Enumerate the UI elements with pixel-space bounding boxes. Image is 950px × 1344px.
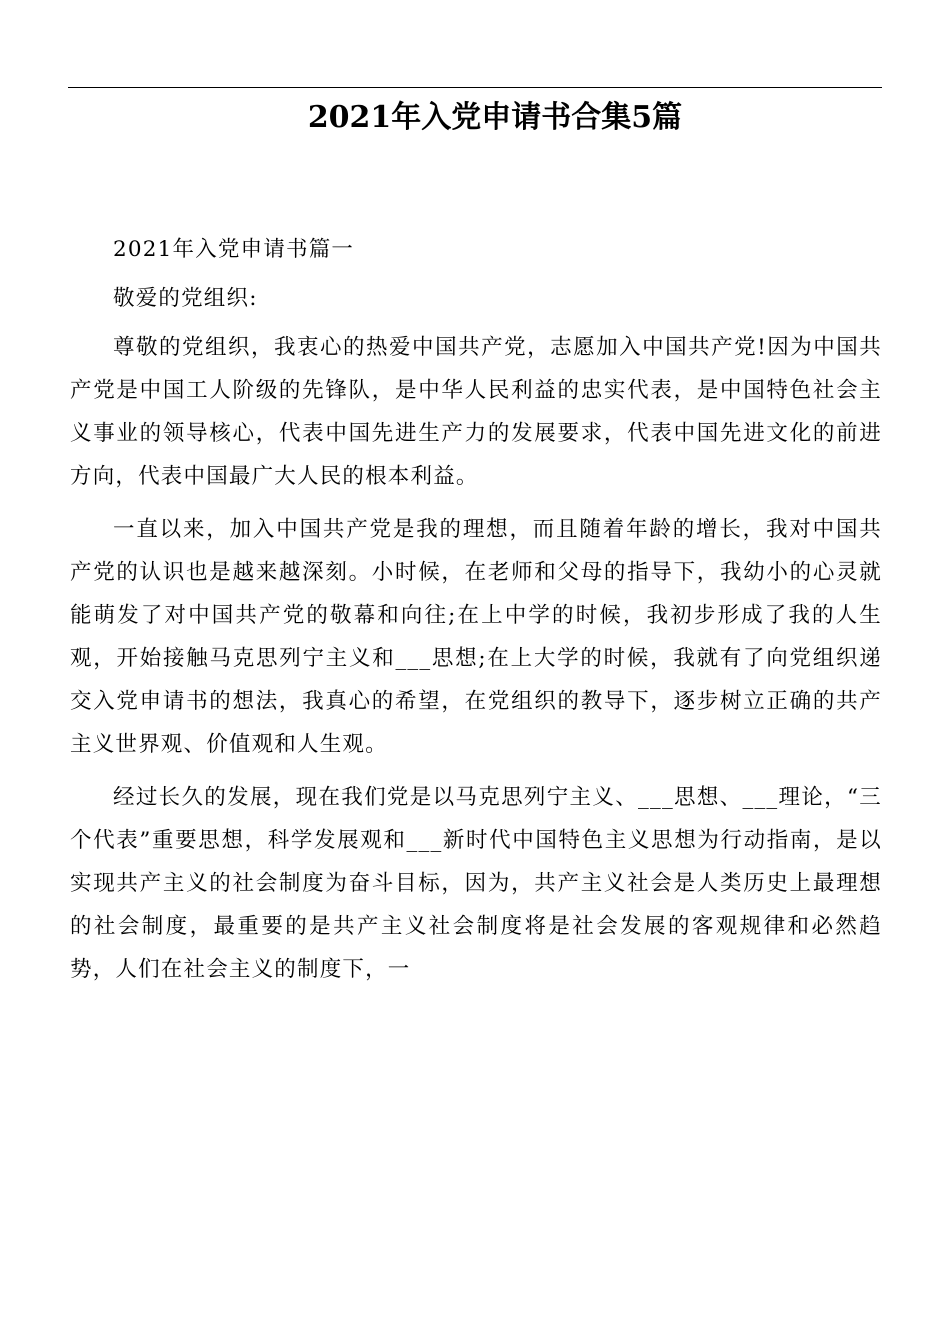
paragraph-2: 一直以来，加入中国共产党是我的理想，而且随着年龄的增长，我对中国共产党的认识也是越来越深刻。小时候，在老师和父母的指导下，我幼小的心灵就能萌发了对中国共产党的敬幕和向往;在上中学的时候，我初步形成了我的人生观，开始接触马克思列宁主义和___思想;在上大学的时候，我就有了向党组织递交入党申请书的想法，我真心的希望，在党组织的教导下，逐步树立正确的共产主义世界观、价值观和人生观。 [70, 517, 882, 757]
section-heading: 2021年入党申请书篇一 [113, 237, 355, 262]
document-title: 2021年入党申请书合集5篇 [307, 100, 683, 135]
paragraph-3: 经过长久的发展，现在我们党是以马克思列宁主义、___思想、___理论，“三个代表”重要思想，科学发展观和___新时代中国特色主义思想为行动指南，是以实现共产主义的社会制度为奋斗目标，因为，共产主义社会是人类历史上最理想的社会制度，最重要的是共产主义社会制度将是社会发展的客观规律和必然趋势，人们在社会主义的制度下，一 [70, 785, 882, 982]
paragraph-1: 尊敬的党组织，我衷心的热爱中国共产党，志愿加入中国共产党!因为中国共产党是中国工人阶级的先锋队，是中华人民利益的忠实代表，是中国特色社会主义事业的领导核心，代表中国先进生产力的发展要求，代表中国先进文化的前进方向，代表中国最广大人民的根本利益。 [70, 335, 882, 489]
header-rule [68, 87, 882, 88]
salutation: 敬爱的党组织: [113, 286, 258, 311]
document-body [70, 228, 882, 1001]
